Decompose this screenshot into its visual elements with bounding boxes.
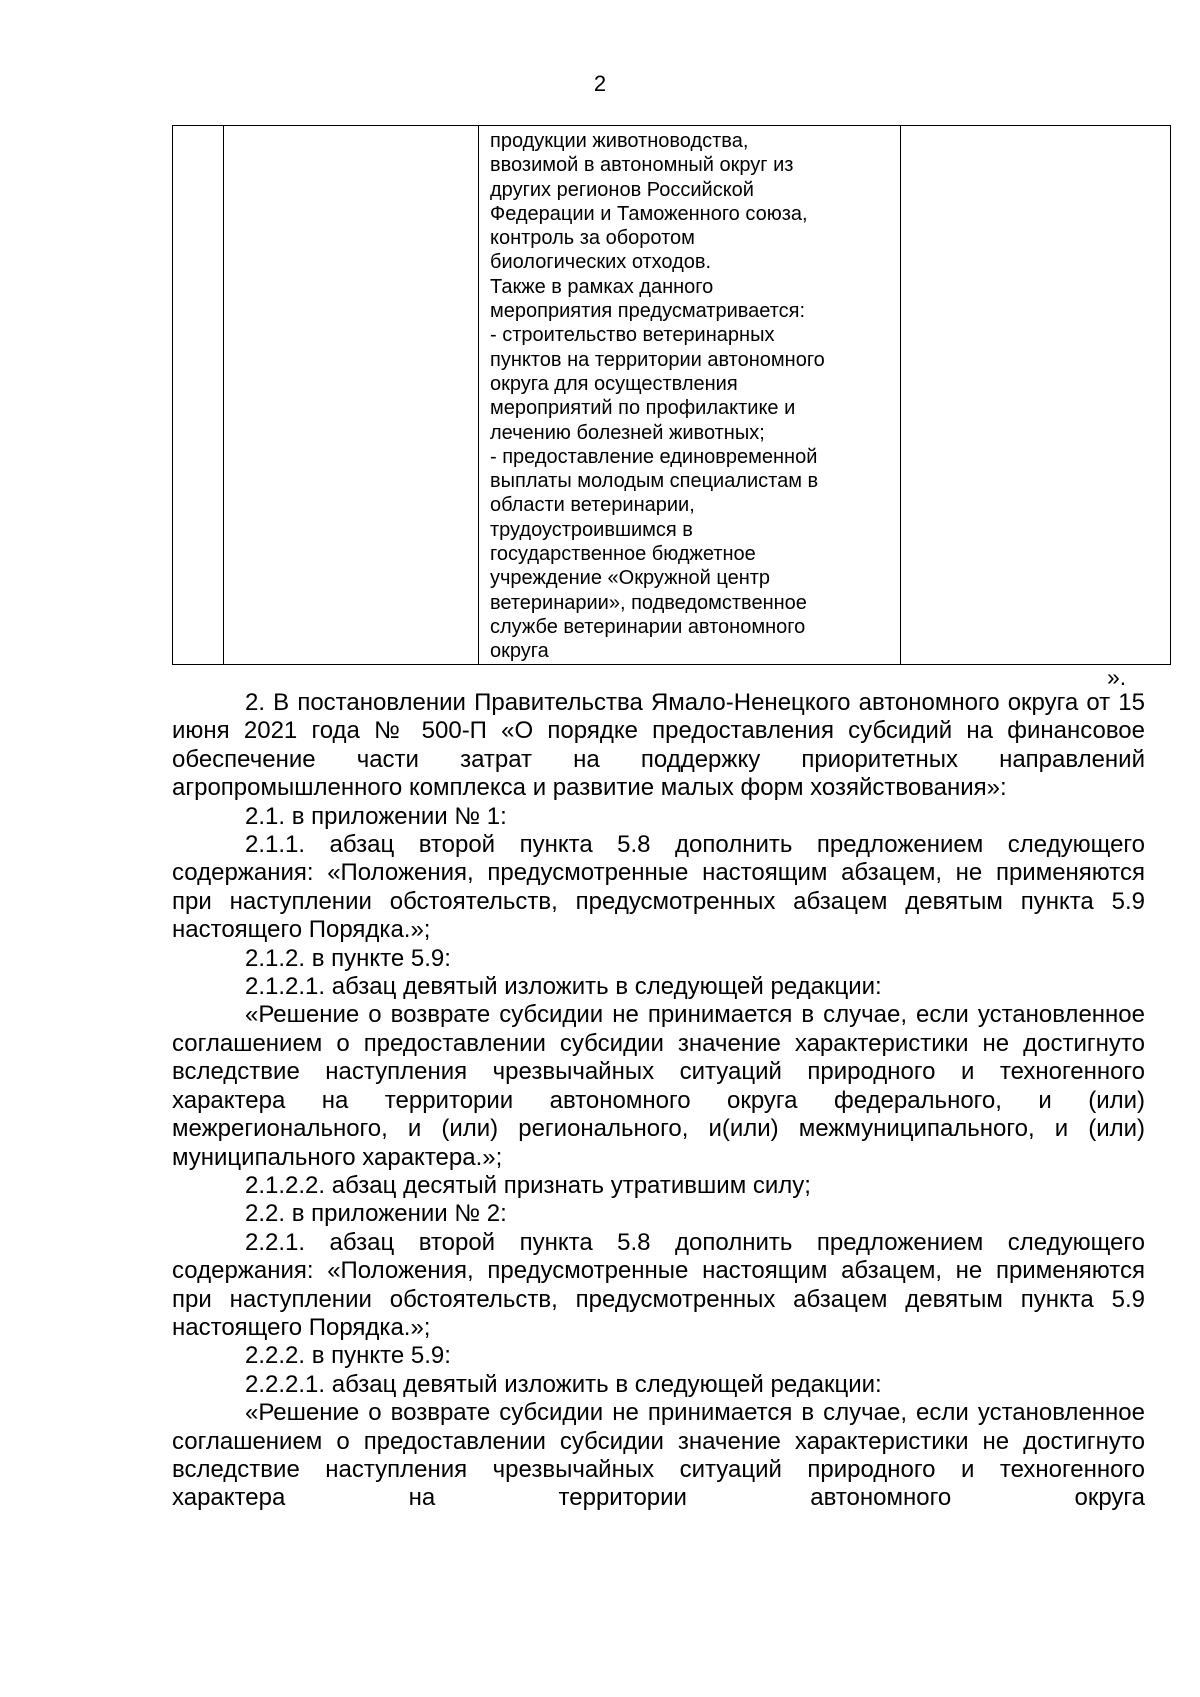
table-cell-name [224, 126, 479, 665]
paragraph: 2.1.2.1. абзац девятый изложить в следующей редакции: [245, 973, 882, 1001]
paragraph: 2.2.2.1. абзац девятый изложить в следующей редакции: [245, 1370, 882, 1398]
table-cell-text: продукции животноводства, ввозимой в автономный округ из других регионов Российской Федерации и Таможенного союза, контроль за оборотом биологических отходов. Также в рамках данного мероприятия предусматривается: - строительство ветеринарных пунктов на территории автономного округа для осуществления мероприятий по профилактике и лечению болезней животных; - предоставление единовременной выплаты молодым специалистам в области ветеринарии, трудоустроившимся в государственное бюджетное учреждение «Окружной центр ветеринарии», подведомственное службе ветеринарии автономного округа [490, 130, 825, 663]
closing-quote: ». [1107, 664, 1127, 690]
paragraph: «Решение о возврате субсидии не принимается в случае, если установленное соглашением о предоставлении субсидии значение характеристики не достигнуто вследствие наступления чрезвычайных ситуаций природного и техногенного характера на территории автономного округа [172, 1399, 1145, 1512]
table-cell-number [173, 126, 224, 665]
paragraph: 2.1.2. в пункте 5.9: [245, 944, 451, 972]
document-body [172, 689, 1145, 1513]
page-number: 2 [593, 71, 607, 96]
paragraph: 2.2. в приложении № 2: [245, 1200, 507, 1228]
table-cell-description [479, 126, 901, 665]
paragraph: 2.2.2. в пункте 5.9: [245, 1342, 451, 1370]
paragraph: 2.1. в приложении № 1: [245, 802, 507, 830]
paragraph: 2.1.1. абзац второй пункта 5.8 дополнить предложением следующего содержания: «Положения, предусмотренные настоящим абзацем, не применяются при наступлении обстоятельств, предусмотренных абзацем девятым пункта 5.9 настоящего Порядка.»; [172, 831, 1145, 944]
table-row [173, 126, 1171, 665]
table-cell-executor [901, 126, 1171, 665]
paragraph: «Решение о возврате субсидии не принимается в случае, если установленное соглашением о предоставлении субсидии значение характеристики не достигнуто вследствие наступления чрезвычайных ситуаций природного и техногенного характера на территории автономного округа федерального, и (или) межрегионального, и (или) регионального, и(или) межмуниципального, и (или) муниципального характера.»; [172, 1001, 1145, 1171]
paragraph: 2. В постановлении Правительства Ямало-Ненецкого автономного округа от 15 июня 2021 года № 500-П «О порядке предоставления субсидий на финансовое обеспечение части затрат на поддержку приоритетных направлений агропромышленного комплекса и развитие малых форм хозяйствования»: [172, 689, 1145, 802]
paragraph: 2.2.1. абзац второй пункта 5.8 дополнить предложением следующего содержания: «Положения, предусмотренные настоящим абзацем, не применяются при наступлении обстоятельств, предусмотренных абзацем девятым пункта 5.9 настоящего Порядка.»; [172, 1228, 1145, 1341]
paragraph: 2.1.2.2. абзац десятый признать утратившим силу; [245, 1171, 811, 1199]
continued-table [172, 125, 1171, 665]
